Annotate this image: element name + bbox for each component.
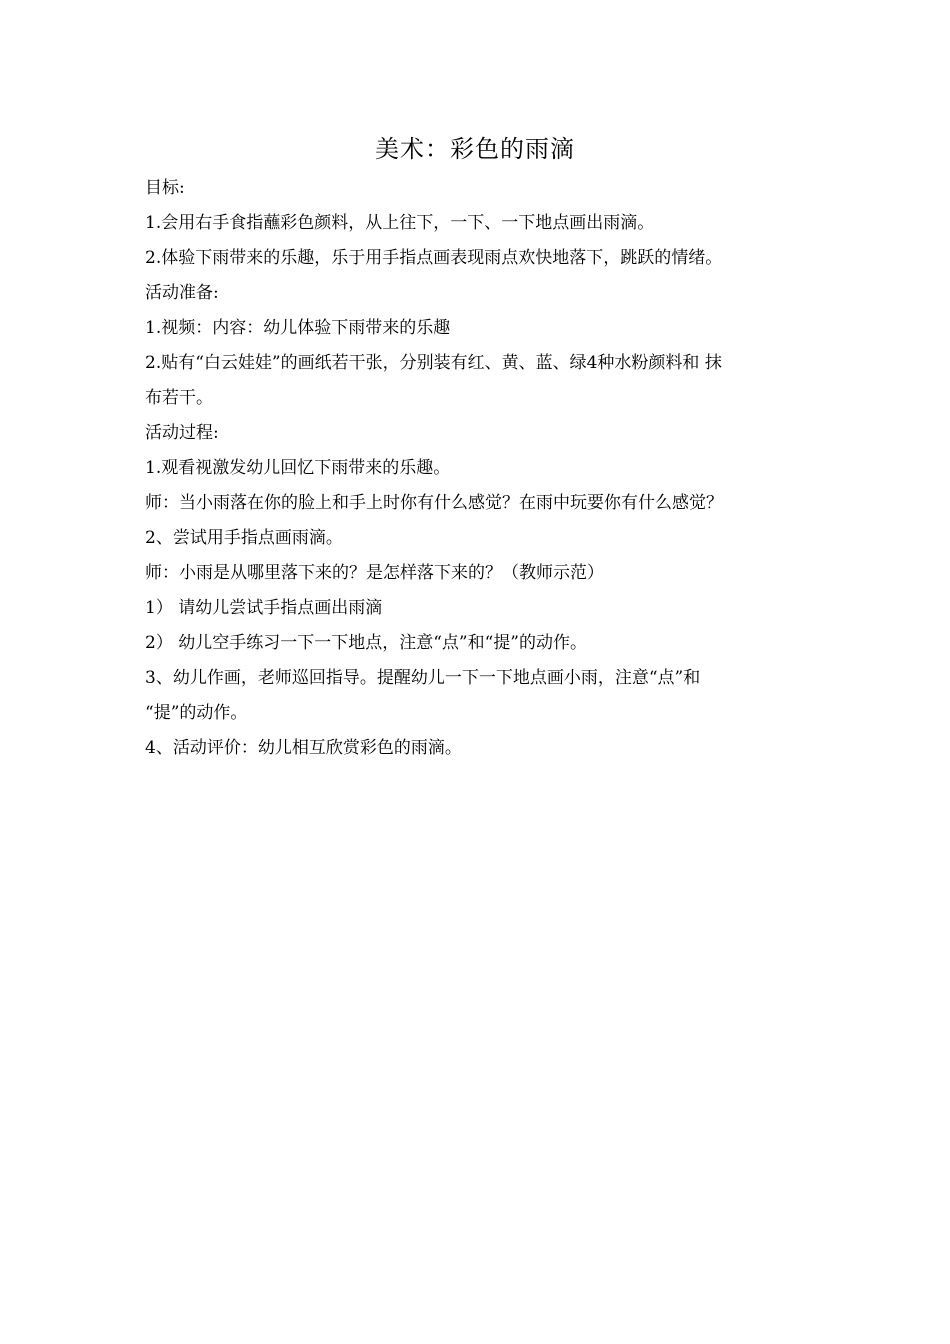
document-body [145,174,825,769]
process-step-1: 1.观看视激发幼儿回忆下雨带来的乐趣。 [145,458,451,478]
substep-2: 2） 幼儿空手练习一下一下地点，注意“点”和“提”的动作。 [145,633,587,653]
preparation-item-2-continued: 布若干。 [145,388,213,408]
process-step-3: 3、幼儿作画，老师巡回指导。提醒幼儿一下一下地点画小雨，注意“点”和 [145,668,701,688]
section-heading-goals: 目标: [145,178,185,198]
section-heading-process: 活动过程: [145,423,219,443]
goal-item-1: 1.会用右手食指蘸彩色颜料，从上往下，一下、一下地点画出雨滴。 [145,213,655,233]
process-step-4: 4、活动评价：幼儿相互欣赏彩色的雨滴。 [145,738,462,758]
section-heading-preparation: 活动准备: [145,283,219,303]
goal-item-2: 2.体验下雨带来的乐趣，乐于用手指点画表现雨点欢快地落下，跳跃的情绪。 [145,248,723,268]
teacher-question-1: 师：当小雨落在你的脸上和手上时你有什么感觉？在雨中玩要你有什么感觉？ [145,493,723,513]
teacher-question-2: 师：小雨是从哪里落下来的？是怎样落下来的？（教师示范） [145,563,604,583]
substep-1: 1） 请幼儿尝试手指点画出雨滴 [145,598,383,618]
preparation-item-1: 1.视频：内容：幼儿体验下雨带来的乐趣 [145,318,451,338]
document-title: 美术：彩色的雨滴 [375,135,575,163]
process-step-3-continued: “提”的动作。 [145,703,248,723]
preparation-item-2: 2.贴有“白云娃娃”的画纸若干张，分别装有红、黄、蓝、绿4种水粉颜料和 抹 [145,353,722,373]
process-step-2: 2、尝试用手指点画雨滴。 [145,528,343,548]
